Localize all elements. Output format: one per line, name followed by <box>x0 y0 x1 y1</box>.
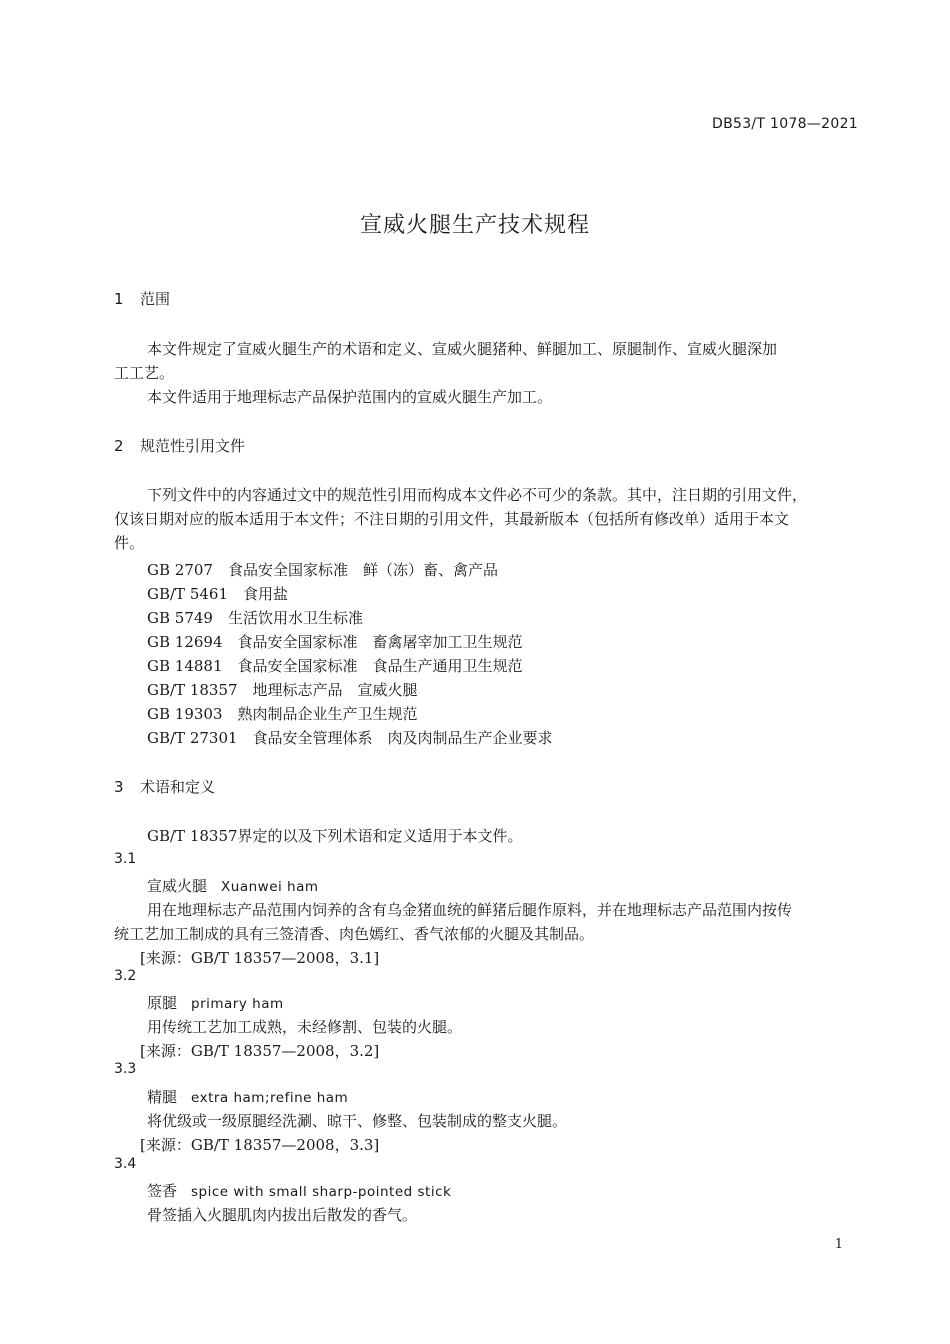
term-chinese: 签香 <box>147 1182 178 1200</box>
reference-item: GB 2707 食品安全国家标准 鲜（冻）畜、禽产品 <box>147 561 498 579</box>
page-title: 宣威火腿生产技术规程 <box>359 213 590 238</box>
section-number: 3 <box>114 778 124 796</box>
reference-item: GB/T 27301 食品安全管理体系 肉及肉制品生产企业要求 <box>147 729 553 747</box>
term-definition-line: 用传统工艺加工成熟，未经修割、包装的火腿。 <box>147 1018 463 1036</box>
term-english: primary ham <box>191 996 284 1012</box>
term-number: 3.3 <box>114 1061 137 1077</box>
term-definition-line: 统工艺加工制成的具有三签清香、肉色嫣红、香气浓郁的火腿及其制品。 <box>114 925 595 943</box>
term-chinese: 原腿 <box>147 994 178 1012</box>
term-title <box>147 875 319 896</box>
term-source: [来源：GB/T 18357—2008，3.2] <box>140 1042 380 1060</box>
section-2-heading <box>114 435 245 456</box>
normative-paragraph-line: 仅该日期对应的版本适用于本文件；不注日期的引用文件，其最新版本（包括所有修改单）适用于本文 <box>114 510 790 528</box>
term-title <box>147 1086 348 1107</box>
term-definition-line: 用在地理标志产品范围内饲养的含有乌金猪血统的鲜猪后腿作原料，并在地理标志产品范围内按传 <box>147 901 793 919</box>
section-3-heading <box>114 776 215 797</box>
terms-intro: GB/T 18357界定的以及下列术语和定义适用于本文件。 <box>147 827 523 845</box>
section-title: 规范性引用文件 <box>140 437 246 455</box>
normative-paragraph-line: 下列文件中的内容通过文中的规范性引用而构成本文件必不可少的条款。其中，注日期的引用文件， <box>147 486 808 504</box>
section-1-heading <box>114 288 170 309</box>
term-source: [来源：GB/T 18357—2008，3.1] <box>140 949 380 967</box>
term-english: extra ham;refine ham <box>191 1090 349 1106</box>
reference-item: GB 19303 熟肉制品企业生产卫生规范 <box>147 705 418 723</box>
term-english: spice with small sharp-pointed stick <box>191 1184 452 1200</box>
term-number: 3.4 <box>114 1156 137 1172</box>
reference-item: GB/T 18357 地理标志产品 宣威火腿 <box>147 681 418 699</box>
reference-item: GB 5749 生活饮用水卫生标准 <box>147 609 363 627</box>
section-number: 2 <box>114 437 124 455</box>
term-title <box>147 992 284 1013</box>
document-number: DB53/T 1078—2021 <box>712 116 858 132</box>
term-number: 3.1 <box>114 851 137 867</box>
term-number: 3.2 <box>114 968 137 984</box>
scope-paragraph: 本文件适用于地理标志产品保护范围内的宣威火腿生产加工。 <box>147 388 553 406</box>
term-english: Xuanwei ham <box>221 879 319 895</box>
reference-item: GB 14881 食品安全国家标准 食品生产通用卫生规范 <box>147 657 523 675</box>
section-number: 1 <box>114 290 124 308</box>
page-number: 1 <box>834 1237 843 1252</box>
section-title: 术语和定义 <box>140 778 216 796</box>
term-definition-line: 骨签插入火腿肌肉内拔出后散发的香气。 <box>147 1206 418 1224</box>
normative-paragraph-line: 件。 <box>114 534 145 552</box>
scope-paragraph-line: 本文件规定了宣威火腿生产的术语和定义、宣威火腿猪种、鲜腿加工、原腿制作、宣威火腿深加 <box>147 340 778 358</box>
reference-item: GB/T 5461 食用盐 <box>147 585 289 603</box>
term-chinese: 精腿 <box>147 1088 178 1106</box>
reference-item: GB 12694 食品安全国家标准 畜禽屠宰加工卫生规范 <box>147 633 523 651</box>
term-source: [来源：GB/T 18357—2008，3.3] <box>140 1136 380 1154</box>
term-chinese: 宣威火腿 <box>147 877 208 895</box>
scope-paragraph-line: 工工艺。 <box>114 364 175 382</box>
term-definition-line: 将优级或一级原腿经洗涮、晾干、修整、包装制成的整支火腿。 <box>147 1112 568 1130</box>
term-title <box>147 1180 451 1201</box>
section-title: 范围 <box>140 290 171 308</box>
